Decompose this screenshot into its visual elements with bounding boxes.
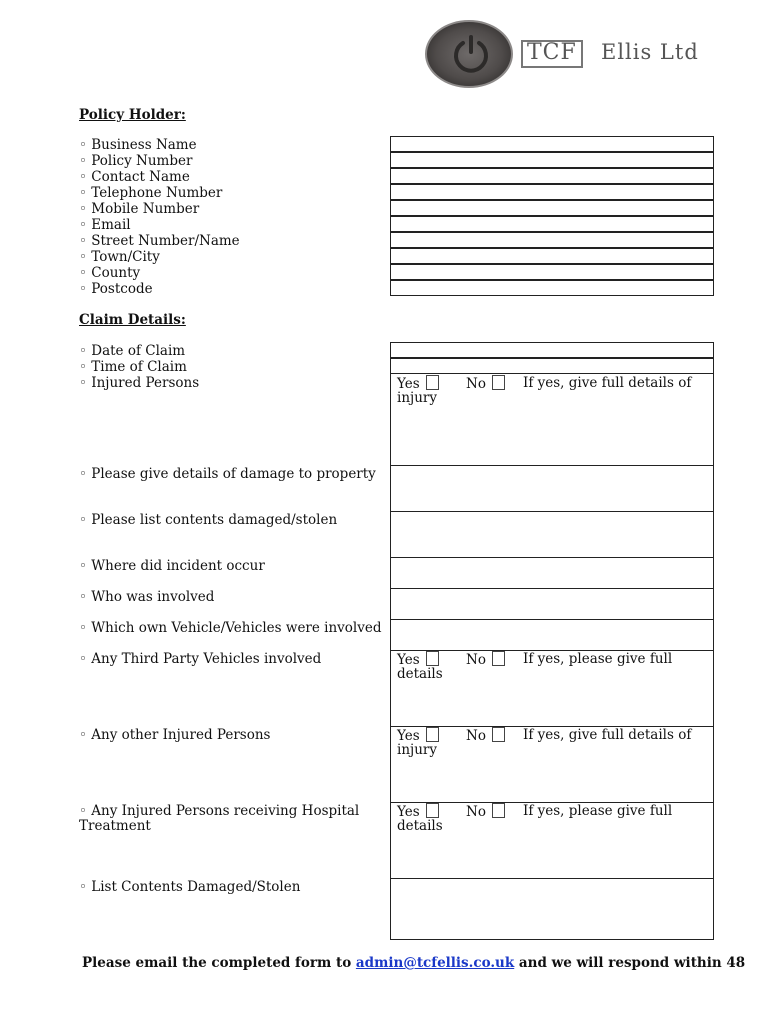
- email-field[interactable]: [390, 216, 714, 232]
- hospital-box[interactable]: [390, 802, 714, 879]
- third-party-box[interactable]: [390, 650, 714, 727]
- town-city-field[interactable]: [390, 248, 714, 264]
- other-injured-no-option[interactable]: [466, 727, 505, 744]
- label-list-contents: ◦ List Contents Damaged/Stolen: [79, 879, 301, 895]
- injured-no-option[interactable]: [466, 375, 505, 392]
- label-who-involved: ◦ Who was involved: [79, 589, 215, 605]
- yes-label: Yes: [397, 804, 420, 820]
- hospital-details-prompt: If yes, please give full: [523, 803, 673, 819]
- other-injured-details-prompt-cont: injury: [397, 742, 437, 758]
- label-other-injured: ◦ Any other Injured Persons: [79, 727, 271, 743]
- label-email: ◦ Email: [79, 217, 131, 233]
- policy-holder-heading: Policy Holder:: [79, 107, 186, 123]
- postcode-field[interactable]: [390, 280, 714, 296]
- hospital-details-prompt-cont: details: [397, 818, 443, 834]
- yes-checkbox[interactable]: [426, 803, 439, 818]
- other-injured-box[interactable]: [390, 726, 714, 803]
- label-time-of-claim: ◦ Time of Claim: [79, 359, 187, 375]
- yes-label: Yes: [397, 728, 420, 744]
- list-contents-field[interactable]: [390, 878, 714, 940]
- yes-label: Yes: [397, 652, 420, 668]
- contents-damaged-field[interactable]: [390, 511, 714, 558]
- company-logo: [425, 18, 715, 90]
- own-vehicles-field[interactable]: [390, 619, 714, 651]
- no-checkbox[interactable]: [492, 651, 505, 666]
- date-of-claim-field[interactable]: [390, 342, 714, 358]
- label-telephone-number: ◦ Telephone Number: [79, 185, 223, 201]
- business-name-field[interactable]: [390, 136, 714, 152]
- telephone-number-field[interactable]: [390, 184, 714, 200]
- no-label: No: [466, 728, 486, 744]
- who-involved-field[interactable]: [390, 588, 714, 620]
- label-policy-number: ◦ Policy Number: [79, 153, 193, 169]
- yes-label: Yes: [397, 376, 420, 392]
- label-postcode: ◦ Postcode: [79, 281, 153, 297]
- no-label: No: [466, 376, 486, 392]
- claim-details-heading: Claim Details:: [79, 312, 186, 328]
- label-third-party-vehicles: ◦ Any Third Party Vehicles involved: [79, 651, 322, 667]
- label-hospital-treatment: ◦ Any Injured Persons receiving Hospital: [79, 803, 360, 819]
- label-hospital-treatment-cont: Treatment: [79, 818, 151, 834]
- logo-tcf-text: TCF: [521, 40, 583, 68]
- no-checkbox[interactable]: [492, 375, 505, 390]
- third-party-details-prompt-cont: details: [397, 666, 443, 682]
- logo-ellis-text: Ellis Ltd: [601, 40, 699, 64]
- contact-name-field[interactable]: [390, 168, 714, 184]
- label-county: ◦ County: [79, 265, 141, 281]
- label-contact-name: ◦ Contact Name: [79, 169, 190, 185]
- label-damage-property: ◦ Please give details of damage to property: [79, 466, 376, 482]
- label-contents-damaged: ◦ Please list contents damaged/stolen: [79, 512, 338, 528]
- hospital-no-option[interactable]: [466, 803, 505, 820]
- injured-details-prompt: If yes, give full details of: [523, 375, 692, 391]
- label-mobile-number: ◦ Mobile Number: [79, 201, 200, 217]
- power-icon: [451, 34, 491, 74]
- injured-details-prompt-cont: injury: [397, 390, 437, 406]
- yes-checkbox[interactable]: [426, 727, 439, 742]
- third-party-details-prompt: If yes, please give full: [523, 651, 673, 667]
- injured-persons-box[interactable]: [390, 373, 714, 466]
- no-checkbox[interactable]: [492, 727, 505, 742]
- yes-checkbox[interactable]: [426, 375, 439, 390]
- other-injured-details-prompt: If yes, give full details of: [523, 727, 692, 743]
- where-incident-field[interactable]: [390, 557, 714, 589]
- label-date-of-claim: ◦ Date of Claim: [79, 343, 186, 359]
- label-injured-persons: ◦ Injured Persons: [79, 375, 200, 391]
- label-town-city: ◦ Town/City: [79, 249, 160, 265]
- county-field[interactable]: [390, 264, 714, 280]
- label-own-vehicles: ◦ Which own Vehicle/Vehicles were involved: [79, 620, 382, 636]
- footer-instruction: [82, 955, 745, 971]
- street-field[interactable]: [390, 232, 714, 248]
- label-where-incident: ◦ Where did incident occur: [79, 558, 265, 574]
- footer-text-before: Please email the completed form to: [82, 955, 356, 971]
- damage-property-field[interactable]: [390, 465, 714, 512]
- time-of-claim-field[interactable]: [390, 358, 714, 374]
- no-label: No: [466, 652, 486, 668]
- no-label: No: [466, 804, 486, 820]
- mobile-number-field[interactable]: [390, 200, 714, 216]
- logo-emblem: [425, 20, 513, 88]
- label-business-name: ◦ Business Name: [79, 137, 197, 153]
- email-link[interactable]: admin@tcfellis.co.uk: [355, 955, 515, 971]
- policy-number-field[interactable]: [390, 152, 714, 168]
- no-checkbox[interactable]: [492, 803, 505, 818]
- footer-text-after: and we will respond within 48: [514, 955, 746, 971]
- label-street: ◦ Street Number/Name: [79, 233, 240, 249]
- third-party-no-option[interactable]: [466, 651, 505, 668]
- yes-checkbox[interactable]: [426, 651, 439, 666]
